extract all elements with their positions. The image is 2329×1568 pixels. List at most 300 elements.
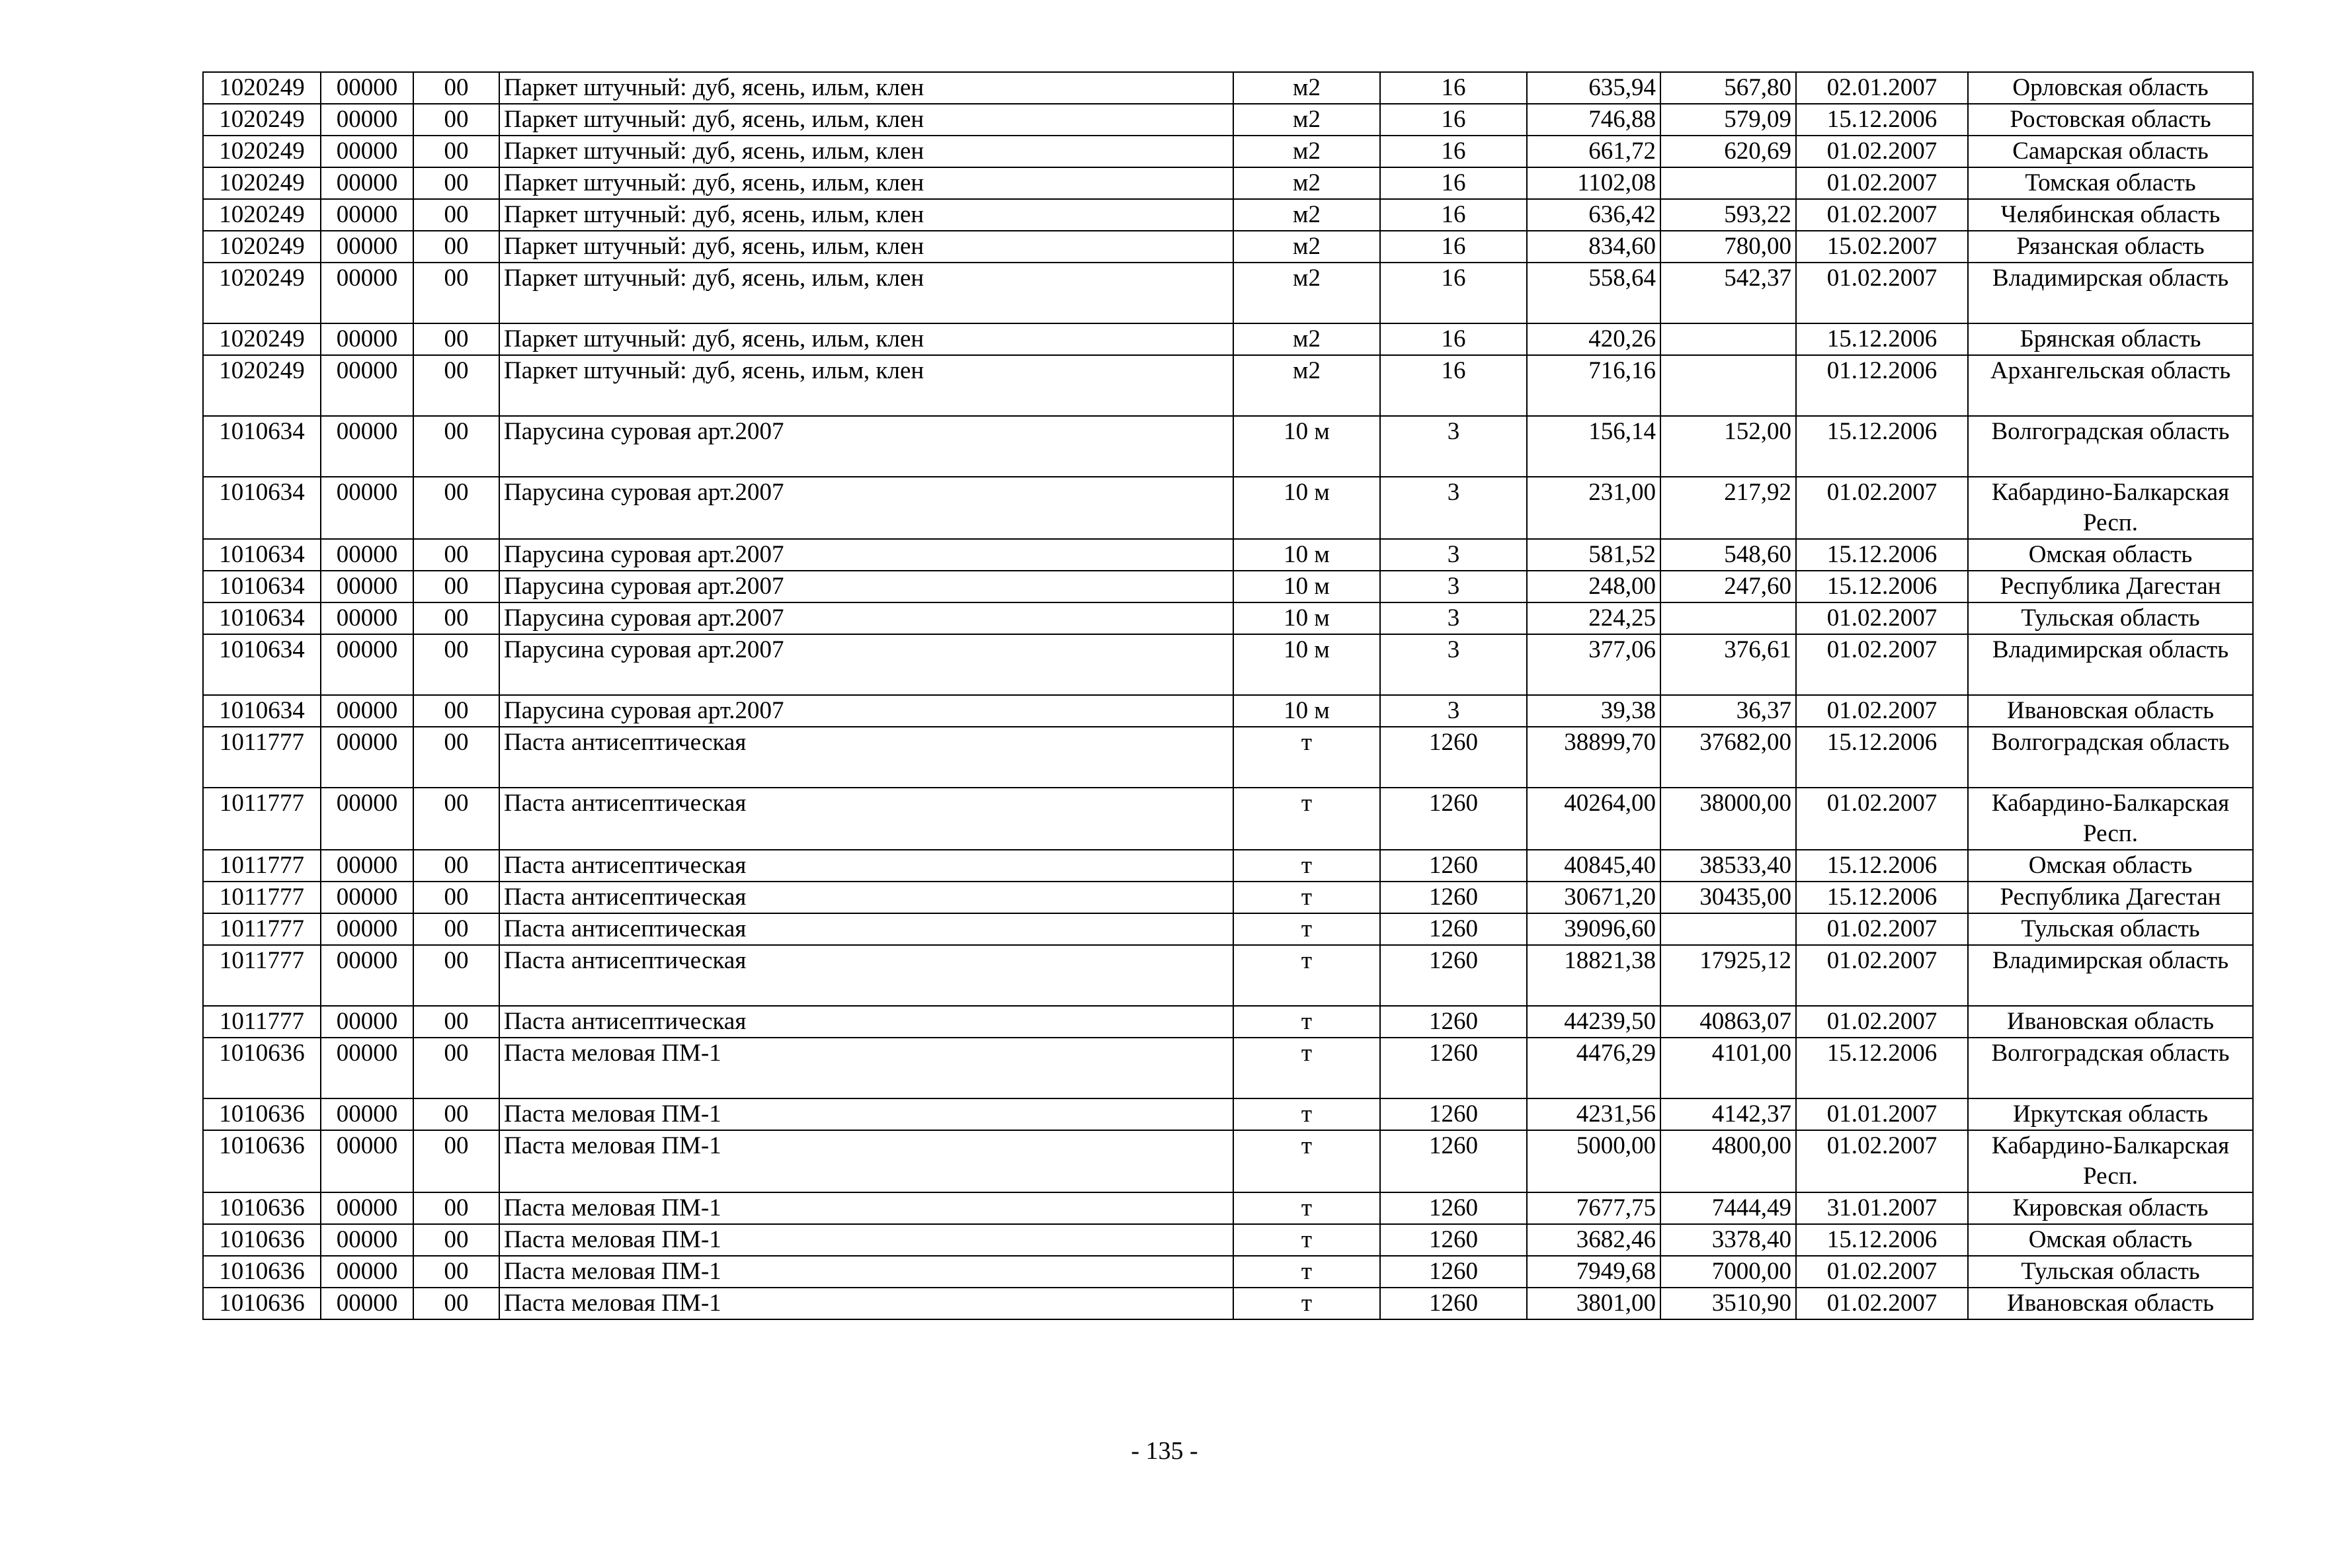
region-cell: Тульская область <box>1968 1256 2253 1288</box>
table-row <box>203 199 2253 231</box>
number-cell: 1260 <box>1380 1224 1527 1256</box>
code-cell: 1010636 <box>203 1038 321 1098</box>
number-cell: 3 <box>1380 416 1527 477</box>
number-cell: 16 <box>1380 231 1527 263</box>
name-cell: Паста антисептическая <box>499 788 1233 850</box>
name-cell: Паркет штучный: дуб, ясень, ильм, клен <box>499 355 1233 416</box>
kind-cell: 00 <box>413 72 499 104</box>
unit-cell: т <box>1233 1256 1380 1288</box>
subcode-cell: 00000 <box>321 913 413 945</box>
date-cell: 01.02.2007 <box>1796 634 1968 695</box>
region-cell: Волгоградская область <box>1968 727 2253 788</box>
price1-cell: 420,26 <box>1527 323 1660 355</box>
price1-cell: 39,38 <box>1527 695 1660 727</box>
price1-cell: 40845,40 <box>1527 850 1660 882</box>
region-cell: Омская область <box>1968 850 2253 882</box>
price1-cell: 3682,46 <box>1527 1224 1660 1256</box>
name-cell: Паста меловая ПМ-1 <box>499 1256 1233 1288</box>
unit-cell: 10 м <box>1233 695 1380 727</box>
date-cell: 15.12.2006 <box>1796 727 1968 788</box>
region-cell: Республика Дагестан <box>1968 882 2253 913</box>
date-cell: 01.02.2007 <box>1796 695 1968 727</box>
code-cell: 1020249 <box>203 231 321 263</box>
price2-cell: 217,92 <box>1660 477 1796 539</box>
name-cell: Паста антисептическая <box>499 850 1233 882</box>
code-cell: 1020249 <box>203 136 321 167</box>
number-cell: 3 <box>1380 695 1527 727</box>
number-cell: 3 <box>1380 571 1527 602</box>
unit-cell: м2 <box>1233 231 1380 263</box>
price2-cell: 542,37 <box>1660 263 1796 323</box>
code-cell: 1020249 <box>203 104 321 136</box>
number-cell: 1260 <box>1380 1038 1527 1098</box>
number-cell: 1260 <box>1380 1098 1527 1130</box>
number-cell: 1260 <box>1380 1006 1527 1038</box>
date-cell: 15.12.2006 <box>1796 1038 1968 1098</box>
price1-cell: 5000,00 <box>1527 1130 1660 1192</box>
name-cell: Паркет штучный: дуб, ясень, ильм, клен <box>499 167 1233 199</box>
code-cell: 1010634 <box>203 571 321 602</box>
kind-cell: 00 <box>413 602 499 634</box>
price2-cell <box>1660 913 1796 945</box>
unit-cell: м2 <box>1233 355 1380 416</box>
price1-cell: 661,72 <box>1527 136 1660 167</box>
page-number: - 135 - <box>1131 1437 1198 1465</box>
date-cell: 01.02.2007 <box>1796 263 1968 323</box>
code-cell: 1020249 <box>203 72 321 104</box>
name-cell: Паста меловая ПМ-1 <box>499 1098 1233 1130</box>
code-cell: 1010634 <box>203 602 321 634</box>
name-cell: Паста антисептическая <box>499 913 1233 945</box>
table-row <box>203 602 2253 634</box>
date-cell: 01.02.2007 <box>1796 1288 1968 1319</box>
kind-cell: 00 <box>413 634 499 695</box>
subcode-cell: 00000 <box>321 695 413 727</box>
unit-cell: м2 <box>1233 136 1380 167</box>
table-row <box>203 913 2253 945</box>
subcode-cell: 00000 <box>321 1130 413 1192</box>
table-row <box>203 1038 2253 1098</box>
unit-cell: 10 м <box>1233 477 1380 539</box>
name-cell: Паркет штучный: дуб, ясень, ильм, клен <box>499 104 1233 136</box>
name-cell: Парусина суровая арт.2007 <box>499 416 1233 477</box>
price2-cell <box>1660 167 1796 199</box>
subcode-cell: 00000 <box>321 1038 413 1098</box>
date-cell: 01.02.2007 <box>1796 1130 1968 1192</box>
date-cell: 01.02.2007 <box>1796 913 1968 945</box>
date-cell: 01.01.2007 <box>1796 1098 1968 1130</box>
code-cell: 1010634 <box>203 477 321 539</box>
name-cell: Паркет штучный: дуб, ясень, ильм, клен <box>499 72 1233 104</box>
unit-cell: м2 <box>1233 323 1380 355</box>
date-cell: 15.12.2006 <box>1796 323 1968 355</box>
number-cell: 16 <box>1380 263 1527 323</box>
region-cell: Ивановская область <box>1968 1006 2253 1038</box>
price1-cell: 224,25 <box>1527 602 1660 634</box>
price2-cell: 38000,00 <box>1660 788 1796 850</box>
region-cell: Кировская область <box>1968 1192 2253 1224</box>
code-cell: 1010636 <box>203 1224 321 1256</box>
name-cell: Паста меловая ПМ-1 <box>499 1038 1233 1098</box>
unit-cell: 10 м <box>1233 571 1380 602</box>
table-row <box>203 1192 2253 1224</box>
name-cell: Паста меловая ПМ-1 <box>499 1288 1233 1319</box>
kind-cell: 00 <box>413 1006 499 1038</box>
price2-cell: 579,09 <box>1660 104 1796 136</box>
kind-cell: 00 <box>413 1256 499 1288</box>
region-cell: Орловская область <box>1968 72 2253 104</box>
kind-cell: 00 <box>413 1288 499 1319</box>
price2-cell <box>1660 355 1796 416</box>
table-row <box>203 231 2253 263</box>
code-cell: 1010634 <box>203 416 321 477</box>
code-cell: 1010636 <box>203 1192 321 1224</box>
name-cell: Парусина суровая арт.2007 <box>499 602 1233 634</box>
subcode-cell: 00000 <box>321 72 413 104</box>
price1-cell: 377,06 <box>1527 634 1660 695</box>
subcode-cell: 00000 <box>321 1006 413 1038</box>
code-cell: 1010634 <box>203 634 321 695</box>
price2-cell: 247,60 <box>1660 571 1796 602</box>
code-cell: 1011777 <box>203 1006 321 1038</box>
price1-cell: 635,94 <box>1527 72 1660 104</box>
table-row <box>203 136 2253 167</box>
name-cell: Парусина суровая арт.2007 <box>499 695 1233 727</box>
region-cell: Рязанская область <box>1968 231 2253 263</box>
unit-cell: т <box>1233 1006 1380 1038</box>
code-cell: 1010636 <box>203 1256 321 1288</box>
subcode-cell: 00000 <box>321 355 413 416</box>
kind-cell: 00 <box>413 945 499 1006</box>
kind-cell: 00 <box>413 1224 499 1256</box>
price1-cell: 18821,38 <box>1527 945 1660 1006</box>
subcode-cell: 00000 <box>321 602 413 634</box>
table-row <box>203 1006 2253 1038</box>
code-cell: 1020249 <box>203 167 321 199</box>
subcode-cell: 00000 <box>321 850 413 882</box>
code-cell: 1010636 <box>203 1098 321 1130</box>
subcode-cell: 00000 <box>321 571 413 602</box>
unit-cell: т <box>1233 1130 1380 1192</box>
unit-cell: 10 м <box>1233 416 1380 477</box>
table-row <box>203 1098 2253 1130</box>
subcode-cell: 00000 <box>321 104 413 136</box>
code-cell: 1010636 <box>203 1130 321 1192</box>
unit-cell: т <box>1233 788 1380 850</box>
date-cell: 15.12.2006 <box>1796 539 1968 571</box>
subcode-cell: 00000 <box>321 416 413 477</box>
subcode-cell: 00000 <box>321 199 413 231</box>
date-cell: 15.12.2006 <box>1796 104 1968 136</box>
price1-cell: 156,14 <box>1527 416 1660 477</box>
region-cell: Волгоградская область <box>1968 416 2253 477</box>
name-cell: Парусина суровая арт.2007 <box>499 477 1233 539</box>
subcode-cell: 00000 <box>321 727 413 788</box>
code-cell: 1010636 <box>203 1288 321 1319</box>
price1-cell: 7677,75 <box>1527 1192 1660 1224</box>
region-cell: Иркутская область <box>1968 1098 2253 1130</box>
code-cell: 1011777 <box>203 913 321 945</box>
unit-cell: т <box>1233 1192 1380 1224</box>
kind-cell: 00 <box>413 1192 499 1224</box>
price1-cell: 716,16 <box>1527 355 1660 416</box>
date-cell: 01.02.2007 <box>1796 945 1968 1006</box>
kind-cell: 00 <box>413 355 499 416</box>
price1-cell: 7949,68 <box>1527 1256 1660 1288</box>
number-cell: 16 <box>1380 323 1527 355</box>
region-cell: Владимирская область <box>1968 263 2253 323</box>
kind-cell: 00 <box>413 1038 499 1098</box>
code-cell: 1011777 <box>203 727 321 788</box>
date-cell: 15.12.2006 <box>1796 882 1968 913</box>
date-cell: 15.02.2007 <box>1796 231 1968 263</box>
date-cell: 01.02.2007 <box>1796 788 1968 850</box>
date-cell: 01.12.2006 <box>1796 355 1968 416</box>
table-row <box>203 945 2253 1006</box>
table-row <box>203 695 2253 727</box>
name-cell: Парусина суровая арт.2007 <box>499 539 1233 571</box>
number-cell: 3 <box>1380 634 1527 695</box>
unit-cell: м2 <box>1233 104 1380 136</box>
table-row <box>203 416 2253 477</box>
region-cell: Кабардино-Балкарская Респ. <box>1968 477 2253 539</box>
price1-cell: 4476,29 <box>1527 1038 1660 1098</box>
price-table-body <box>203 72 2253 1319</box>
subcode-cell: 00000 <box>321 882 413 913</box>
price2-cell: 37682,00 <box>1660 727 1796 788</box>
price2-cell: 4142,37 <box>1660 1098 1796 1130</box>
kind-cell: 00 <box>413 850 499 882</box>
price1-cell: 834,60 <box>1527 231 1660 263</box>
price2-cell: 30435,00 <box>1660 882 1796 913</box>
date-cell: 15.12.2006 <box>1796 1224 1968 1256</box>
date-cell: 01.02.2007 <box>1796 477 1968 539</box>
code-cell: 1011777 <box>203 788 321 850</box>
name-cell: Парусина суровая арт.2007 <box>499 571 1233 602</box>
price2-cell: 567,80 <box>1660 72 1796 104</box>
date-cell: 01.02.2007 <box>1796 136 1968 167</box>
unit-cell: 10 м <box>1233 602 1380 634</box>
table-row <box>203 539 2253 571</box>
name-cell: Паркет штучный: дуб, ясень, ильм, клен <box>499 136 1233 167</box>
name-cell: Парусина суровая арт.2007 <box>499 634 1233 695</box>
price1-cell: 581,52 <box>1527 539 1660 571</box>
unit-cell: т <box>1233 945 1380 1006</box>
table-row <box>203 1256 2253 1288</box>
price2-cell: 38533,40 <box>1660 850 1796 882</box>
kind-cell: 00 <box>413 539 499 571</box>
region-cell: Томская область <box>1968 167 2253 199</box>
table-row <box>203 1224 2253 1256</box>
unit-cell: м2 <box>1233 167 1380 199</box>
table-row <box>203 788 2253 850</box>
price2-cell: 620,69 <box>1660 136 1796 167</box>
subcode-cell: 00000 <box>321 1288 413 1319</box>
region-cell: Ивановская область <box>1968 1288 2253 1319</box>
date-cell: 15.12.2006 <box>1796 571 1968 602</box>
number-cell: 1260 <box>1380 1192 1527 1224</box>
region-cell: Владимирская область <box>1968 945 2253 1006</box>
number-cell: 3 <box>1380 602 1527 634</box>
subcode-cell: 00000 <box>321 323 413 355</box>
region-cell: Самарская область <box>1968 136 2253 167</box>
name-cell: Паста меловая ПМ-1 <box>499 1224 1233 1256</box>
price1-cell: 39096,60 <box>1527 913 1660 945</box>
code-cell: 1011777 <box>203 850 321 882</box>
kind-cell: 00 <box>413 104 499 136</box>
unit-cell: т <box>1233 913 1380 945</box>
price2-cell: 17925,12 <box>1660 945 1796 1006</box>
kind-cell: 00 <box>413 571 499 602</box>
unit-cell: 10 м <box>1233 634 1380 695</box>
price1-cell: 248,00 <box>1527 571 1660 602</box>
name-cell: Паста антисептическая <box>499 727 1233 788</box>
code-cell: 1020249 <box>203 199 321 231</box>
number-cell: 1260 <box>1380 850 1527 882</box>
kind-cell: 00 <box>413 199 499 231</box>
price1-cell: 40264,00 <box>1527 788 1660 850</box>
price1-cell: 231,00 <box>1527 477 1660 539</box>
number-cell: 3 <box>1380 539 1527 571</box>
price1-cell: 30671,20 <box>1527 882 1660 913</box>
subcode-cell: 00000 <box>321 231 413 263</box>
number-cell: 1260 <box>1380 945 1527 1006</box>
price2-cell: 36,37 <box>1660 695 1796 727</box>
subcode-cell: 00000 <box>321 136 413 167</box>
region-cell: Омская область <box>1968 1224 2253 1256</box>
region-cell: Тульская область <box>1968 602 2253 634</box>
region-cell: Кабардино-Балкарская Респ. <box>1968 1130 2253 1192</box>
subcode-cell: 00000 <box>321 634 413 695</box>
number-cell: 3 <box>1380 477 1527 539</box>
number-cell: 1260 <box>1380 788 1527 850</box>
name-cell: Паркет штучный: дуб, ясень, ильм, клен <box>499 323 1233 355</box>
table-row <box>203 104 2253 136</box>
subcode-cell: 00000 <box>321 539 413 571</box>
table-row <box>203 323 2253 355</box>
region-cell: Кабардино-Балкарская Респ. <box>1968 788 2253 850</box>
table-row <box>203 1130 2253 1192</box>
region-cell: Ивановская область <box>1968 695 2253 727</box>
table-row <box>203 634 2253 695</box>
kind-cell: 00 <box>413 788 499 850</box>
price2-cell: 7000,00 <box>1660 1256 1796 1288</box>
price2-cell <box>1660 602 1796 634</box>
price1-cell: 1102,08 <box>1527 167 1660 199</box>
price1-cell: 44239,50 <box>1527 1006 1660 1038</box>
price2-cell: 4800,00 <box>1660 1130 1796 1192</box>
price-table <box>202 71 2254 1320</box>
date-cell: 31.01.2007 <box>1796 1192 1968 1224</box>
number-cell: 16 <box>1380 355 1527 416</box>
name-cell: Паркет штучный: дуб, ясень, ильм, клен <box>499 263 1233 323</box>
table-row <box>203 571 2253 602</box>
subcode-cell: 00000 <box>321 477 413 539</box>
price2-cell: 593,22 <box>1660 199 1796 231</box>
subcode-cell: 00000 <box>321 788 413 850</box>
price2-cell: 780,00 <box>1660 231 1796 263</box>
table-row <box>203 263 2253 323</box>
code-cell: 1011777 <box>203 882 321 913</box>
kind-cell: 00 <box>413 167 499 199</box>
unit-cell: т <box>1233 850 1380 882</box>
subcode-cell: 00000 <box>321 1256 413 1288</box>
name-cell: Паркет штучный: дуб, ясень, ильм, клен <box>499 231 1233 263</box>
unit-cell: м2 <box>1233 199 1380 231</box>
table-row <box>203 477 2253 539</box>
unit-cell: 10 м <box>1233 539 1380 571</box>
code-cell: 1020249 <box>203 355 321 416</box>
kind-cell: 00 <box>413 1130 499 1192</box>
subcode-cell: 00000 <box>321 1224 413 1256</box>
region-cell: Омская область <box>1968 539 2253 571</box>
region-cell: Архангельская область <box>1968 355 2253 416</box>
kind-cell: 00 <box>413 477 499 539</box>
table-row <box>203 355 2253 416</box>
kind-cell: 00 <box>413 1098 499 1130</box>
price2-cell: 7444,49 <box>1660 1192 1796 1224</box>
name-cell: Паста антисептическая <box>499 945 1233 1006</box>
price1-cell: 636,42 <box>1527 199 1660 231</box>
table-row <box>203 72 2253 104</box>
number-cell: 1260 <box>1380 913 1527 945</box>
price2-cell: 548,60 <box>1660 539 1796 571</box>
price2-cell <box>1660 323 1796 355</box>
kind-cell: 00 <box>413 695 499 727</box>
number-cell: 1260 <box>1380 1130 1527 1192</box>
subcode-cell: 00000 <box>321 167 413 199</box>
number-cell: 16 <box>1380 72 1527 104</box>
code-cell: 1010634 <box>203 539 321 571</box>
region-cell: Челябинская область <box>1968 199 2253 231</box>
number-cell: 16 <box>1380 199 1527 231</box>
kind-cell: 00 <box>413 231 499 263</box>
table-row <box>203 850 2253 882</box>
name-cell: Паста антисептическая <box>499 882 1233 913</box>
number-cell: 16 <box>1380 167 1527 199</box>
code-cell: 1020249 <box>203 323 321 355</box>
kind-cell: 00 <box>413 416 499 477</box>
name-cell: Паста меловая ПМ-1 <box>499 1192 1233 1224</box>
unit-cell: м2 <box>1233 263 1380 323</box>
region-cell: Тульская область <box>1968 913 2253 945</box>
date-cell: 01.02.2007 <box>1796 602 1968 634</box>
date-cell: 01.02.2007 <box>1796 1006 1968 1038</box>
kind-cell: 00 <box>413 913 499 945</box>
price2-cell: 152,00 <box>1660 416 1796 477</box>
subcode-cell: 00000 <box>321 1098 413 1130</box>
code-cell: 1020249 <box>203 263 321 323</box>
price2-cell: 3378,40 <box>1660 1224 1796 1256</box>
name-cell: Паркет штучный: дуб, ясень, ильм, клен <box>499 199 1233 231</box>
table-row <box>203 727 2253 788</box>
table-row <box>203 167 2253 199</box>
unit-cell: т <box>1233 1224 1380 1256</box>
price1-cell: 558,64 <box>1527 263 1660 323</box>
unit-cell: м2 <box>1233 72 1380 104</box>
number-cell: 1260 <box>1380 1288 1527 1319</box>
unit-cell: т <box>1233 727 1380 788</box>
code-cell: 1011777 <box>203 945 321 1006</box>
date-cell: 15.12.2006 <box>1796 416 1968 477</box>
date-cell: 01.02.2007 <box>1796 199 1968 231</box>
number-cell: 1260 <box>1380 882 1527 913</box>
region-cell: Республика Дагестан <box>1968 571 2253 602</box>
price2-cell: 376,61 <box>1660 634 1796 695</box>
subcode-cell: 00000 <box>321 945 413 1006</box>
price1-cell: 746,88 <box>1527 104 1660 136</box>
number-cell: 1260 <box>1380 727 1527 788</box>
